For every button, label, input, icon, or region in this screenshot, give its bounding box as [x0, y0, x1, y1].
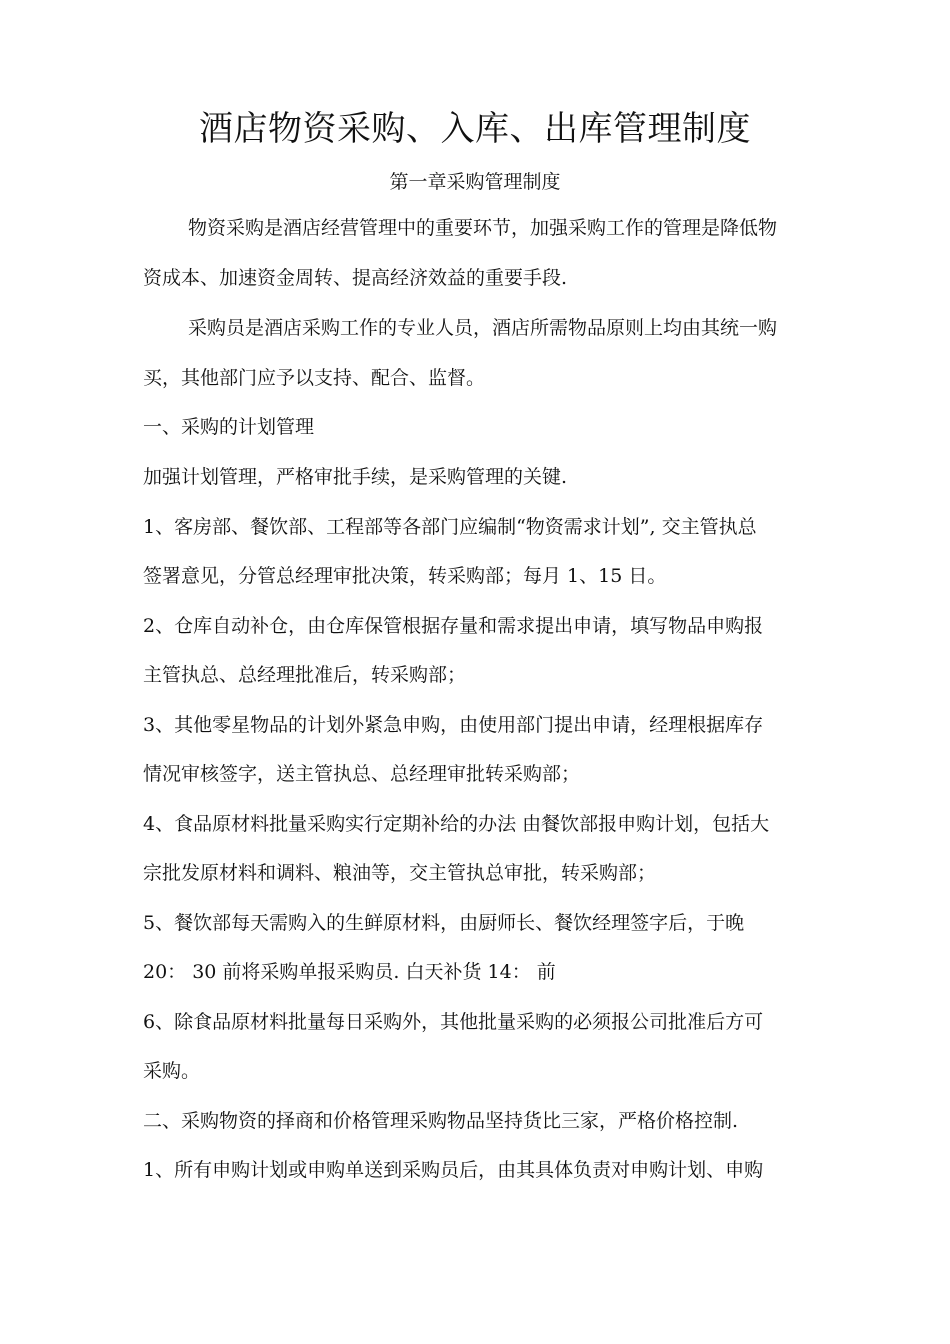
list-item-line: 3、其他零星物品的计划外紧急申购，由使用部门提出申请，经理根据库存 — [143, 714, 764, 736]
list-item-line: 宗批发原材料和调料、粮油等，交主管执总审批，转采购部； — [143, 862, 657, 884]
list-item-line: 2、仓库自动补仓，由仓库保管根据存量和需求提出申请，填写物品申购报 — [143, 615, 764, 637]
section-heading: 一、采购的计划管理 — [143, 416, 315, 438]
list-item-line: 20： 30 前将采购单报采购员. 白天补货 14： 前 — [143, 961, 556, 983]
list-item-line: 签署意见，分管总经理审批决策，转采购部；每月 1、15 日。 — [143, 565, 667, 587]
paragraph-line: 资成本、加速资金周转、提高经济效益的重要手段. — [143, 267, 568, 289]
list-item-line: 情况审核签字，送主管执总、总经理审批转采购部； — [143, 763, 581, 785]
document-title: 酒店物资采购、入库、出库管理制度 — [199, 109, 751, 149]
paragraph-line: 加强计划管理，严格审批手续，是采购管理的关键. — [143, 466, 568, 488]
list-item-line: 主管执总、总经理批准后，转采购部； — [143, 664, 467, 686]
list-item-line: 5、餐饮部每天需购入的生鲜原材料，由厨师长、餐饮经理签字后，于晚 — [143, 912, 745, 934]
list-item-line: 1、所有申购计划或申购单送到采购员后，由其具体负责对申购计划、申购 — [143, 1159, 764, 1181]
paragraph-line: 采购员是酒店采购工作的专业人员，酒店所需物品原则上均由其统一购 — [188, 317, 778, 339]
list-item-line: 1、客房部、餐饮部、工程部等各部门应编制“物资需求计划”, 交主管执总 — [143, 516, 757, 538]
section-heading: 二、采购物资的择商和价格管理采购物品坚持货比三家，严格价格控制. — [143, 1110, 739, 1132]
list-item-line: 采购。 — [143, 1060, 201, 1082]
list-item-line: 6、除食品原材料批量每日采购外，其他批量采购的必须报公司批准后方可 — [143, 1011, 764, 1033]
paragraph-line: 买，其他部门应予以支持、配合、监督。 — [143, 367, 486, 389]
paragraph-line: 物资采购是酒店经营管理中的重要环节，加强采购工作的管理是降低物 — [188, 217, 778, 239]
chapter-heading: 第一章采购管理制度 — [389, 171, 561, 193]
list-item-line: 4、食品原材料批量采购实行定期补给的办法 由餐饮部报申购计划，包括大 — [143, 813, 770, 835]
